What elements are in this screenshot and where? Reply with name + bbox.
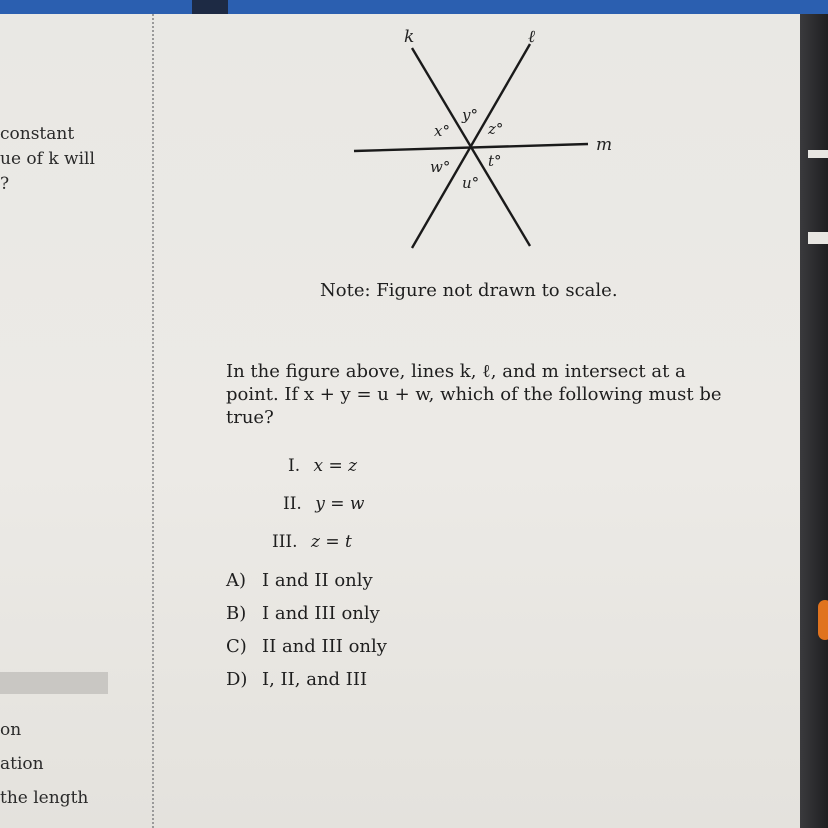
choice-d[interactable]	[226, 669, 367, 690]
choice-text: I, II, and III	[262, 669, 368, 690]
statement-numeral: III.	[272, 532, 298, 552]
left-line-2: ue of k will	[0, 149, 95, 169]
statement-numeral: I.	[288, 456, 301, 476]
angle-y: y°	[462, 106, 478, 124]
edge-mark-2	[808, 232, 828, 244]
left-line-1: constant	[0, 124, 75, 144]
statement-expr: y = w	[315, 494, 365, 514]
statement-expr: x = z	[313, 456, 358, 476]
left-bottom-line-1: on	[0, 720, 22, 740]
choice-b[interactable]	[226, 603, 380, 624]
choice-letter: B)	[226, 603, 247, 624]
intersecting-lines-figure	[0, 0, 828, 300]
label-l: ℓ	[528, 27, 536, 47]
left-bottom-line-3: the length	[0, 788, 89, 808]
choice-a[interactable]	[226, 570, 373, 591]
choice-letter: D)	[226, 669, 248, 690]
angle-z: z°	[488, 120, 504, 138]
statement-2	[283, 494, 364, 514]
question-text: In the figure above, lines k, ℓ, and m intersect at a point. If x + y = u + w, which of the following must be true?	[226, 361, 722, 428]
left-highlight-bar	[0, 672, 108, 694]
label-k: k	[404, 27, 415, 47]
choice-letter: A)	[226, 570, 247, 591]
statement-1	[288, 456, 357, 476]
left-bottom-line-2: ation	[0, 754, 44, 774]
choice-text: I and II only	[262, 570, 373, 591]
angle-w: w°	[430, 158, 451, 176]
left-line-3: ?	[0, 174, 10, 194]
statement-expr: z = t	[310, 532, 352, 552]
choice-letter: C)	[226, 636, 247, 657]
right-edge	[800, 14, 828, 828]
figure-note: Note: Figure not drawn to scale.	[320, 280, 618, 301]
angle-u: u°	[462, 174, 480, 192]
edge-mark-1	[808, 150, 828, 158]
choice-text: II and III only	[262, 636, 387, 657]
choice-c[interactable]	[226, 636, 387, 657]
angle-t: t°	[488, 152, 502, 170]
orange-indicator	[818, 600, 828, 640]
choice-text: I and III only	[262, 603, 380, 624]
statement-3	[272, 532, 352, 552]
statement-numeral: II.	[283, 494, 302, 514]
label-m: m	[596, 135, 613, 155]
angle-x: x°	[434, 122, 450, 140]
